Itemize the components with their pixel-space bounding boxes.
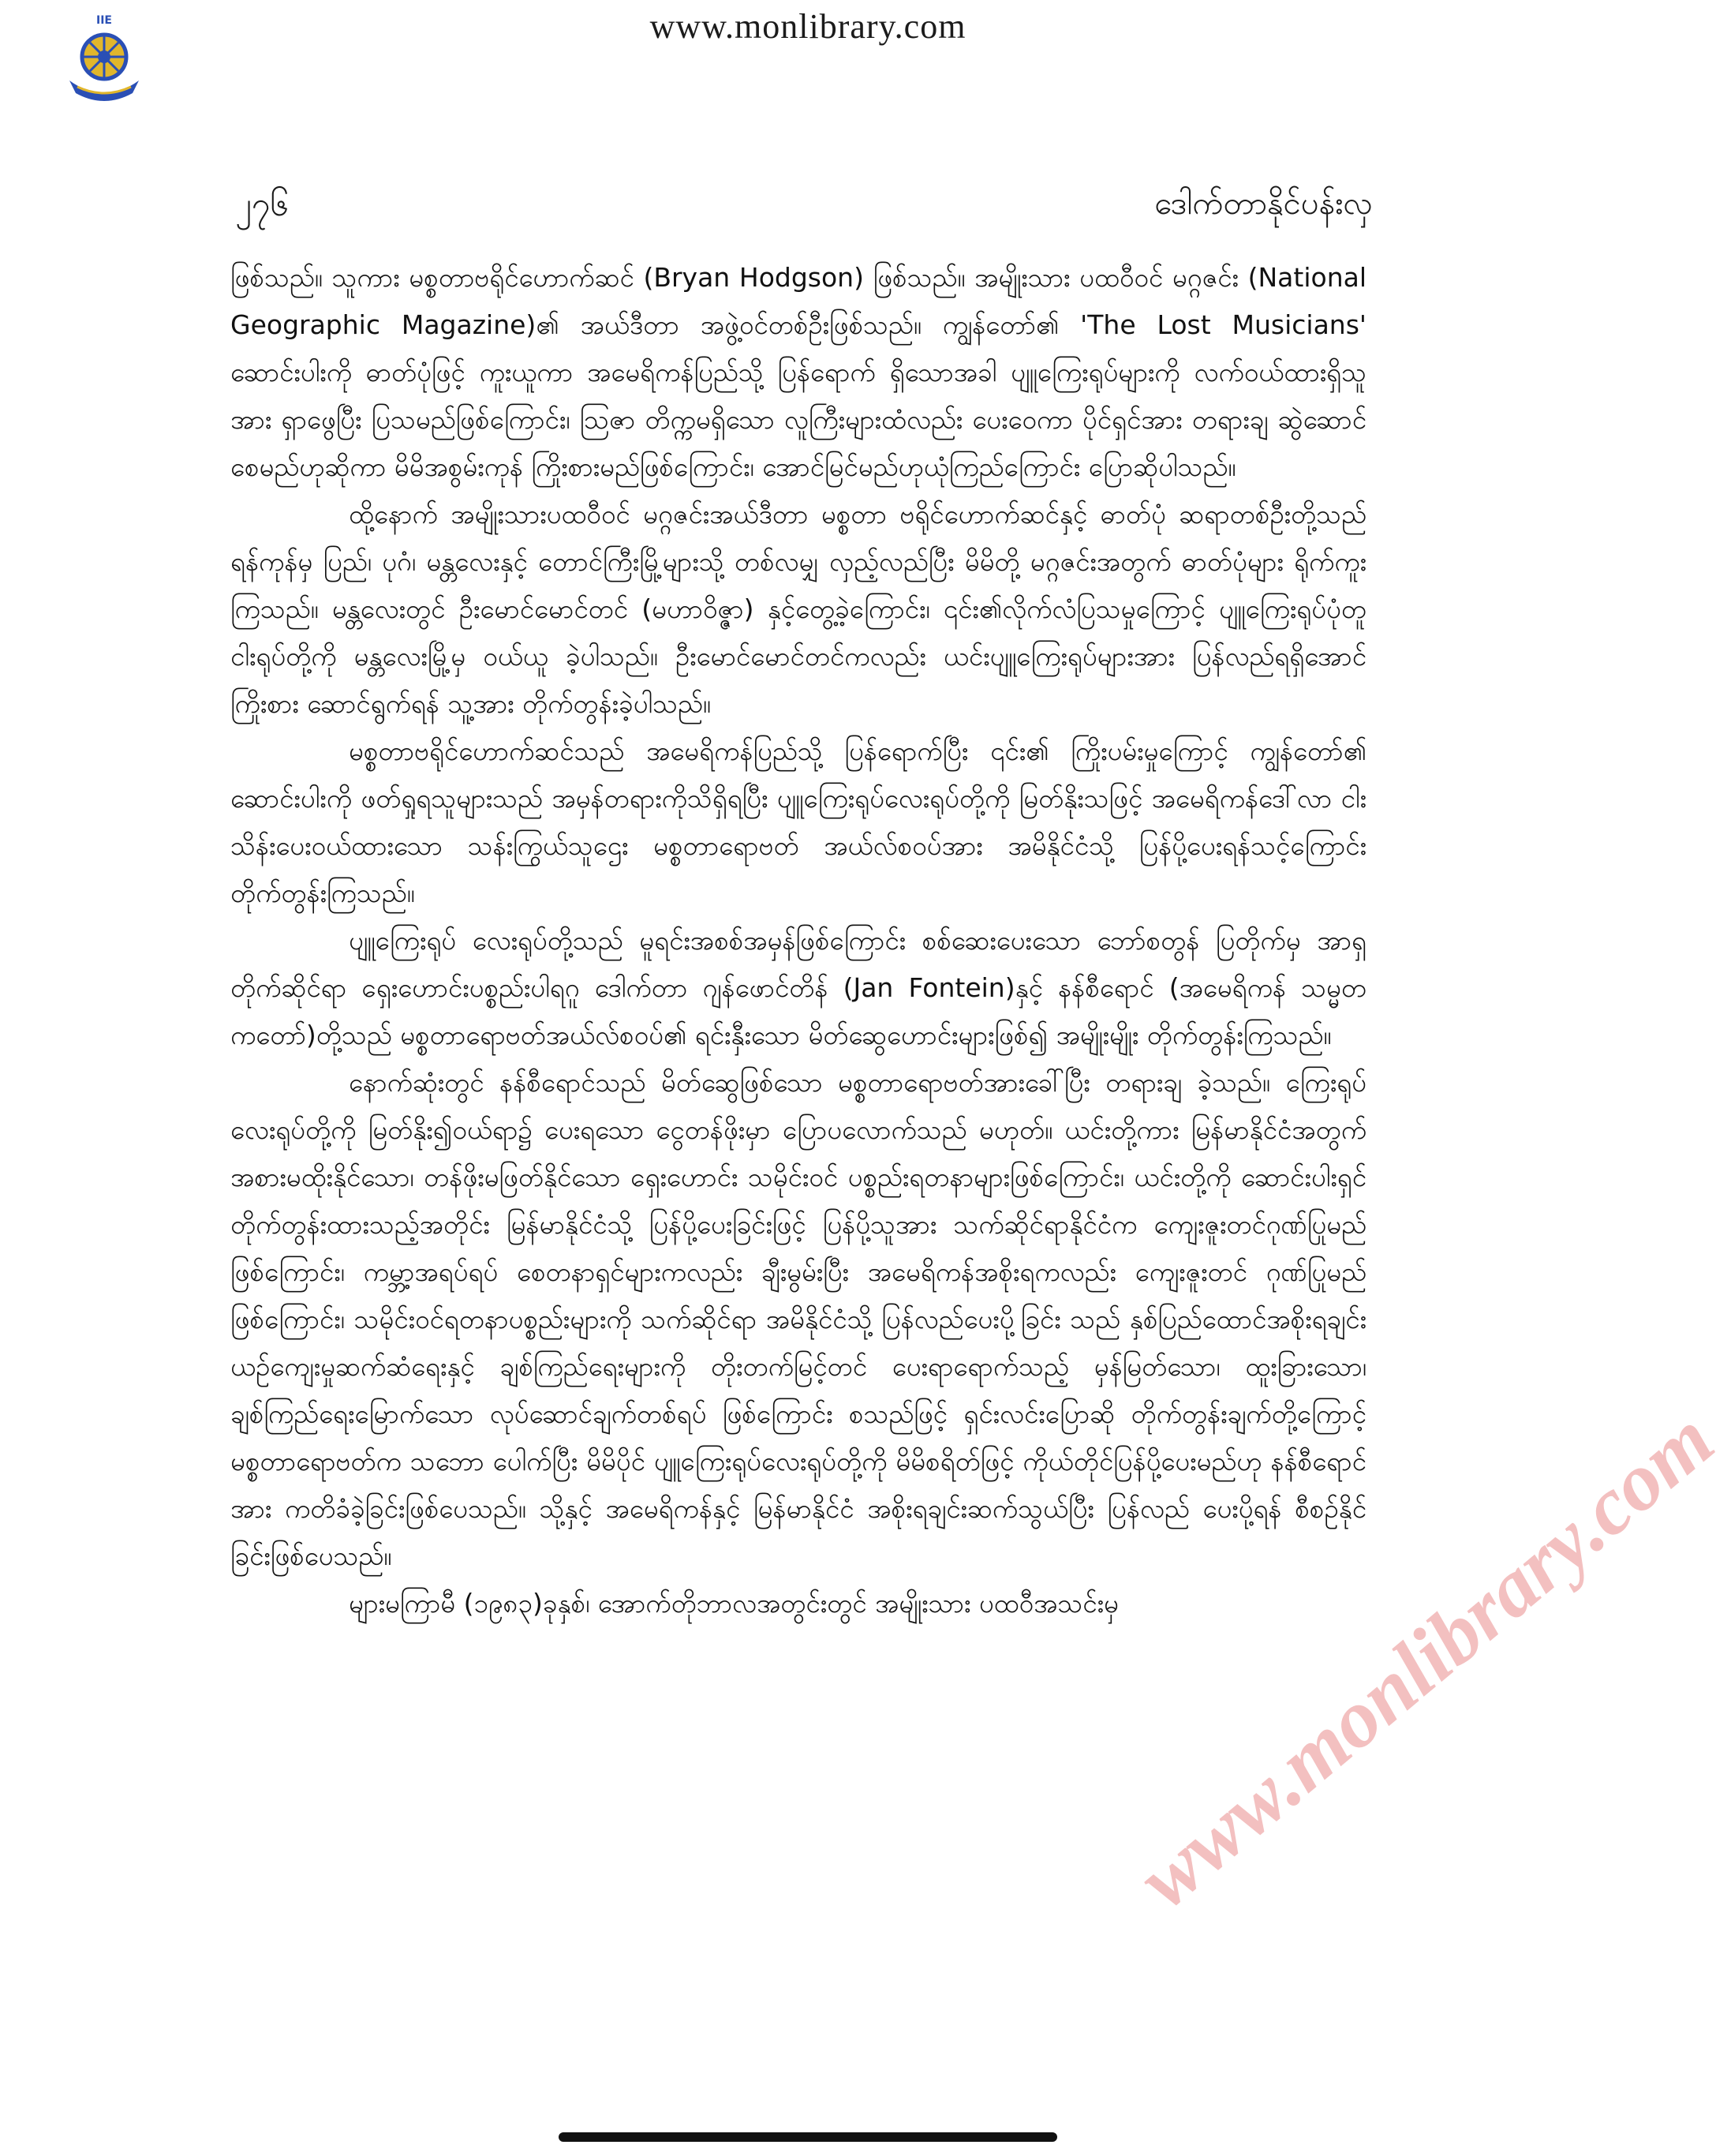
logo-label: IIE <box>96 14 112 27</box>
home-indicator[interactable] <box>559 2132 1057 2142</box>
page-number: ၂၇၆ <box>235 185 289 223</box>
paragraph: ထို့နောက် အမျိုးသားပထဝီဝင် မဂ္ဂဇင်းအယ်ဒီတာ မစ္စတာ ဗရိုင်ဟောက်ဆင်နှင့် ဓာတ်ပုံ ဆရာတစ်ဦးတို့သည် ရန်ကုန်မှ ပြည်၊ ပုဂံ၊ မန္တလေးနှင့် တောင်ကြီးမြို့များသို့ တစ်လမျှ လှည့်လည်ပြီး မိမိတို့ မဂ္ဂဇင်းအတွက် ဓာတ်ပုံများ ရိုက်ကူးကြသည်။ မန္တလေးတွင် ဦးမောင်မောင်တင် (မဟာဝိဇ္ဇာ) နှင့်တွေ့ခဲ့ကြောင်း၊ ၎င်း၏လိုက်လံပြသမှုကြောင့် ပျူကြေးရုပ်ပုံတူ ငါးရုပ်တို့ကို မန္တလေးမြို့မှ ဝယ်ယူ ခဲ့ပါသည်။ ဦးမောင်မောင်တင်ကလည်း ယင်းပျူကြေးရုပ်များအား ပြန်လည်ရရှိအောင် ကြိုးစား ဆောင်ရွက်ရန် သူ့အား တိုက်တွန်းခဲ့ပါသည်။ <box>230 499 1366 719</box>
paragraph: ပျူကြေးရုပ် လေးရုပ်တို့သည် မူရင်းအစစ်အမှန်ဖြစ်ကြောင်း စစ်ဆေးပေးသော ဘော်စတွန် ပြတိုက်မှ အာရှတိုက်ဆိုင်ရာ ရှေးဟောင်းပစ္စည်းပါရဂူ ဒေါက်တာ ဂျန်ဖောင်တိန် (Jan Fontein)နှင့် နန်စီရောင် (အမေရိကန် သမ္မတကတော်)တို့သည် မစ္စတာရောဗတ်အယ်လ်စဝပ်၏ ရင်းနှီးသော မိတ်ဆွေဟောင်းများဖြစ်၍ အမျိုးမျိုး တိုက်တွန်းကြသည်။ <box>230 925 1366 1050</box>
paragraph: နောက်ဆုံးတွင် နန်စီရောင်သည် မိတ်ဆွေဖြစ်သော မစ္စတာရောဗတ်အားခေါ်ပြီး တရားချ ခဲ့သည်။ ကြေးရုပ်လေးရုပ်တို့ကို မြတ်နိုး၍ဝယ်ရာ၌ ပေးရသော ငွေတန်ဖိုးမှာ ပြောပလောက်သည် မဟုတ်။ ယင်းတို့ကား မြန်မာနိုင်ငံအတွက် အစားမထိုးနိုင်သော၊ တန်ဖိုးမဖြတ်နိုင်သော ရှေးဟောင်း သမိုင်းဝင် ပစ္စည်းရတနာများဖြစ်ကြောင်း၊ ယင်းတို့ကို ဆောင်းပါးရှင် တိုက်တွန်းထားသည့်အတိုင်း မြန်မာနိုင်ငံသို့ ပြန်ပို့ပေးခြင်းဖြင့် ပြန်ပို့သူအား သက်ဆိုင်ရာနိုင်ငံက ကျေးဇူးတင်ဂုဏ်ပြုမည်ဖြစ်ကြောင်း၊ ကမ္ဘာ့အရပ်ရပ် စေတနာရှင်များကလည်း ချီးမွမ်းပြီး အမေရိကန်အစိုးရကလည်း ကျေးဇူးတင် ဂုဏ်ပြုမည်ဖြစ်ကြောင်း၊ သမိုင်းဝင်ရတနာပစ္စည်းများကို သက်ဆိုင်ရာ အမိနိုင်ငံသို့ ပြန်လည်ပေးပို့ခြင်း သည် နှစ်ပြည်ထောင်အစိုးရချင်း ယဉ်ကျေးမှုဆက်ဆံရေးနှင့် ချစ်ကြည်ရေးများကို တိုးတက်မြင့်တင် ပေးရာရောက်သည့် မှန်မြတ်သော၊ ထူးခြားသော၊ ချစ်ကြည်ရေးမြောက်သော လုပ်ဆောင်ချက်တစ်ရပ် ဖြစ်ကြောင်း စသည်ဖြင့် ရှင်းလင်းပြောဆို တိုက်တွန်းချက်တို့ကြောင့် မစ္စတာရောဗတ်က သဘော ပေါက်ပြီး မိမိပိုင် ပျူကြေးရုပ်လေးရုပ်တို့ကို မိမိစရိတ်ဖြင့် ကိုယ်တိုင်ပြန်ပို့ပေးမည်ဟု နန်စီရောင်အား ကတိခံခဲ့ခြင်းဖြစ်ပေသည်။ သို့နှင့် အမေရိကန်နှင့် မြန်မာနိုင်ငံ အစိုးရချင်းဆက်သွယ်ပြီး ပြန်လည် ပေးပို့ရန် စီစဉ်နိုင်ခြင်းဖြစ်ပေသည်။ <box>230 1067 1366 1571</box>
paragraph: များမကြာမီ (၁၉၈၃)ခုနှစ်၊ အောက်တိုဘာလအတွင်းတွင် အမျိုးသား ပထဝီအသင်းမှ <box>349 1588 1119 1619</box>
body-text <box>230 254 1366 1627</box>
watermark: www.monlibrary.com <box>1121 1393 1731 1926</box>
paragraph: မစ္စတာဗရိုင်ဟောက်ဆင်သည် အမေရိကန်ပြည်သို့ ပြန်ရောက်ပြီး ၎င်း၏ ကြိုးပမ်းမှုကြောင့် ကျွန်တော်၏ ဆောင်းပါးကို ဖတ်ရှုရသူများသည် အမှန်တရားကိုသိရှိရပြီး ပျူကြေးရုပ်လေးရုပ်တို့ကို မြတ်နိုးသဖြင့် အမေရိကန်ဒေါ်လာ ငါးသိန်းပေးဝယ်ထားသော သန်းကြွယ်သူဌေး မစ္စတာရောဗတ် အယ်လ်စဝပ်အား အမိနိုင်ငံသို့ ပြန်ပို့ပေးရန်သင့်ကြောင်း တိုက်တွန်းကြသည်။ <box>230 736 1366 908</box>
monlibrary-logo <box>62 11 147 106</box>
paragraph: ဖြစ်သည်။ သူကား မစ္စတာဗရိုင်ဟောက်ဆင် (Bryan Hodgson) ဖြစ်သည်။ အမျိုးသား ပထဝီဝင် မဂ္ဂဇင်း (National Geographic Magazine)၏ အယ်ဒီတာ အဖွဲ့ဝင်တစ်ဦးဖြစ်သည်။ ကျွန်တော်၏ 'The Lost Musicians' ဆောင်းပါးကို ဓာတ်ပုံဖြင့် ကူးယူကာ အမေရိကန်ပြည်သို့ ပြန်ရောက် ရှိသောအခါ ပျူကြေးရုပ်များကို လက်ဝယ်ထားရှိသူအား ရှာဖွေပြီး ပြသမည်ဖြစ်ကြောင်း၊ သြဇာ တိက္ကမရှိသော လူကြီးများထံလည်း ပေးဝေကာ ပိုင်ရှင်အား တရားချ ဆွဲဆောင်စေမည်ဟုဆိုကာ မိမိအစွမ်းကုန် ကြိုးစားမည်ဖြစ်ကြောင်း၊ အောင်မြင်မည်ဟုယုံကြည်ကြောင်း ပြောဆိုပါသည်။ <box>230 262 1366 482</box>
running-head: ဒေါက်တာနိုင်ပန်းလှ <box>1154 185 1373 222</box>
site-url[interactable]: www.monlibrary.com <box>649 7 966 46</box>
